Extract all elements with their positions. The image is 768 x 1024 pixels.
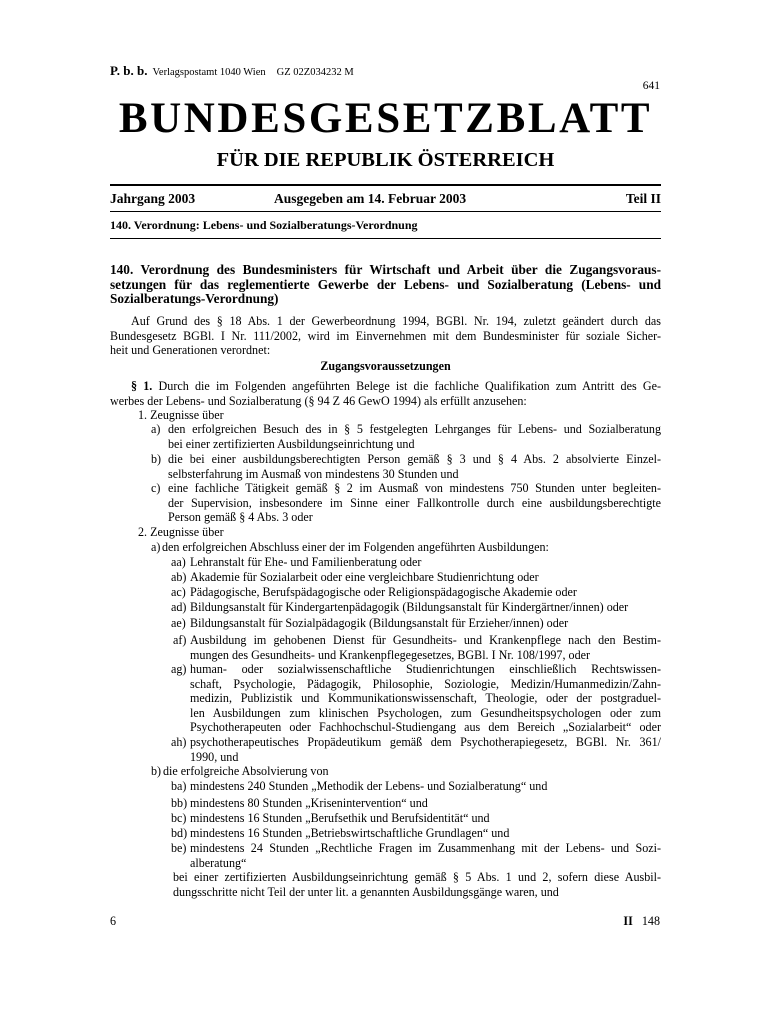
item-line: Bildungsanstalt für Sozialpädagogik (Bildungsanstalt für Erzieher/innen) oder (190, 616, 569, 630)
item-line: mindestens 24 Stunden „Rechtliche Fragen im Zusammenhang mit der Lebens- und Sozi- (190, 841, 661, 855)
item-2b-ba (163, 779, 661, 794)
item-line: mindestens 80 Stunden „Krisenintervention“ und (190, 796, 428, 810)
item-line: mindestens 240 Stunden „Methodik der Lebens- und Sozialberatung“ und (190, 779, 548, 793)
item-2b-bc (163, 811, 661, 826)
item-line: der Supervision, insbesondere im Sinne einer Fallkontrolle durch eine ausbildungsberechtigte (168, 495, 661, 510)
intro-line: heit und Generationen verordnet: (110, 343, 271, 358)
intro-paragraph (110, 314, 661, 358)
item-label: ad) (171, 600, 187, 614)
item-label: ae) (171, 616, 186, 630)
item-1c (151, 481, 661, 525)
item-line: psychotherapeutisches Propädeutikum gemäß dem Psychotherapiegesetz, BGBl. Nr. 361/ (190, 735, 661, 749)
teil: Teil II (625, 191, 661, 206)
item-2a-af (163, 633, 661, 663)
item-label: af) (173, 633, 187, 647)
ordinance-heading (110, 263, 661, 307)
item-2a-ad (163, 600, 661, 615)
item-line: medizin, Publizistik und Kommunikationswissenschaft, Theologie, oder der postgraduel- (190, 691, 661, 706)
item-line: 1990, und (190, 749, 239, 764)
item-line: mindestens 16 Stunden „Betriebswirtschaftliche Grundlagen“ und (190, 826, 510, 840)
item-2a-ah (163, 735, 661, 765)
closing-line: bei einer zertifizierten Ausbildungseinrichtung gemäß § 5 Abs. 1 und 2, sofern diese Ausbil- (173, 870, 661, 884)
paragraph-sign: § 1. (131, 379, 153, 393)
paragraph-1-text: Durch die im Folgenden angeführten Belege ist die fachliche Qualifikation zum Antritt des Ge- (158, 379, 662, 393)
rule-top (110, 184, 661, 186)
item-label: aa) (171, 555, 186, 569)
item-line: selbsterfahrung im Ausmaß von mindestens 30 Stunden und (168, 466, 459, 481)
postal-line (110, 64, 354, 81)
item-line: mindestens 16 Stunden „Berufsethik und Berufsidentität“ und (190, 811, 490, 825)
paragraph-1-line (110, 379, 661, 394)
rule-middle (110, 211, 661, 212)
item-2b-bd (163, 826, 661, 841)
item-label: b) (151, 452, 162, 466)
page-number: 641 (642, 80, 660, 92)
item-line: Psychotherapeuten oder Fachhochschul-Studiengang aus dem Bereich „Sozialarbeit“ oder (190, 720, 661, 735)
paragraph-1 (110, 379, 661, 408)
heading-line: Sozialberatungs-Verordnung) (110, 291, 279, 307)
intro-line: Bundesgesetz BGBl. I Nr. 111/2002, wird im Einvernehmen mit dem Bundesminister für soziale Sicher- (110, 328, 661, 343)
item-line: Person gemäß § 4 Abs. 3 oder (168, 510, 313, 525)
item-2a-aa (163, 555, 661, 570)
item-2b-bb (163, 796, 661, 811)
item-2a-ag (163, 662, 661, 736)
postamt-text: Verlagspostamt 1040 Wien (152, 67, 266, 78)
item-2b-be (163, 841, 661, 871)
item-label: be) (171, 841, 187, 855)
item-label: ab) (171, 570, 187, 584)
intro-line: Auf Grund des § 18 Abs. 1 der Gewerbeordnung 1994, BGBl. Nr. 194, zuletzt geändert durch das (131, 314, 661, 328)
item-line: bei einer zertifizierten Ausbildungseinrichtung und (168, 436, 415, 451)
footer-page: 148 (641, 914, 660, 928)
item-1a (151, 422, 661, 452)
item-1-label: 1. Zeugnisse über (138, 408, 224, 422)
item-label: ac) (171, 585, 186, 599)
jahrgang: Jahrgang 2003 (110, 191, 196, 206)
item-line: die bei einer ausbildungsberechtigten Person gemäß § 3 und § 4 Abs. 2 absolvierte Einzel- (168, 452, 661, 466)
issue-bar (110, 190, 661, 208)
section-title: Zugangsvoraussetzungen (320, 359, 451, 373)
item-label: bd) (171, 826, 188, 840)
ausgegeben: Ausgegeben am 14. Februar 2003 (274, 191, 467, 206)
item-label: ba) (171, 779, 187, 793)
pbb-mark: P. b. b. (110, 63, 148, 78)
item-label: a) (151, 422, 161, 436)
contents-line: 140. Verordnung: Lebens- und Sozialberatungs-Verordnung (110, 218, 418, 232)
rule-bottom (110, 238, 661, 239)
masthead-title: BUNDESGESETZBLATT (118, 95, 653, 142)
item-2-label: 2. Zeugnisse über (138, 525, 224, 539)
item-line: Akademie für Sozialarbeit oder eine vergleichbare Studienrichtung oder (190, 570, 539, 584)
item-1b (151, 452, 661, 482)
item-2a-ae (163, 616, 661, 631)
paragraph-1-line2: werbes der Lebens- und Sozialberatung (§ 94 Z 46 GewO 1994) als erfüllt anzusehen: (110, 393, 527, 408)
item-line: Pädagogische, Berufspädagogische oder Religionspädagogische Akademie oder (190, 585, 577, 599)
item-label: b) (151, 764, 162, 778)
item-line: die erfolgreiche Absolvierung von (163, 764, 329, 778)
masthead-subtitle: FÜR DIE REPUBLIK ÖSTERREICH (216, 149, 555, 171)
item-line: Ausbildung im gehobenen Dienst für Gesundheits- und Krankenpflege nach den Bestim- (190, 633, 661, 647)
item-label: bb) (171, 796, 188, 810)
item-line: Lehranstalt für Ehe- und Familienberatung oder (190, 555, 422, 569)
item-label: c) (151, 481, 161, 495)
item-2a-ab (163, 570, 661, 585)
item-line: human- oder sozialwissenschaftliche Studienrichtungen einschließlich Rechtswissen- (190, 662, 661, 676)
item-label: ag) (171, 662, 187, 676)
item-line: Bildungsanstalt für Kindergartenpädagogik (Bildungsanstalt für Kindergärtner/innen) oder (190, 600, 629, 614)
item-line: den erfolgreichen Besuch des in § 5 festgelegten Lehrganges für Lebens- und Sozialberatung (168, 422, 661, 436)
footer-left-number: 6 (110, 914, 117, 928)
closing-text (173, 870, 661, 899)
footer-right (623, 914, 660, 929)
heading-line: setzungen für das reglementierte Gewerbe der Lebens- und Sozialberatung (Lebens- und (110, 276, 661, 292)
item-label: bc) (171, 811, 187, 825)
footer-part: II (623, 914, 633, 928)
gz-number: GZ 02Z034232 M (276, 67, 354, 78)
heading-line: 140. Verordnung des Bundesministers für Wirtschaft und Arbeit über die Zugangsvoraus- (110, 262, 661, 277)
item-2a-ac (163, 585, 661, 600)
item-line: schaft, Psychologie, Pädagogik, Philosophie, Soziologie, Medizin/Humanmedizin/Zahn- (190, 676, 661, 691)
item-line: den erfolgreichen Abschluss einer der im Folgenden angeführten Ausbildungen: (162, 540, 549, 554)
item-label: ah) (171, 735, 187, 749)
item-line: eine fachliche Tätigkeit gemäß § 2 im Ausmaß von mindestens 750 Stunden unter begleiten- (168, 481, 661, 495)
item-line: len Ausbildungen zum klinischen Psychologen, zum Gesundheitspsychologen oder zum (190, 705, 661, 720)
item-2a (151, 540, 661, 555)
closing-line: dungsschritte nicht Teil der unter lit. a genannten Ausbildungsgänge waren, und (173, 884, 559, 899)
item-line: alberatung“ (190, 855, 247, 870)
item-2b (151, 764, 661, 779)
item-label: a) (151, 540, 161, 554)
item-line: mungen des Gesundheits- und Krankenpflegegesetzes, BGBl. I Nr. 108/1997, oder (190, 647, 591, 662)
